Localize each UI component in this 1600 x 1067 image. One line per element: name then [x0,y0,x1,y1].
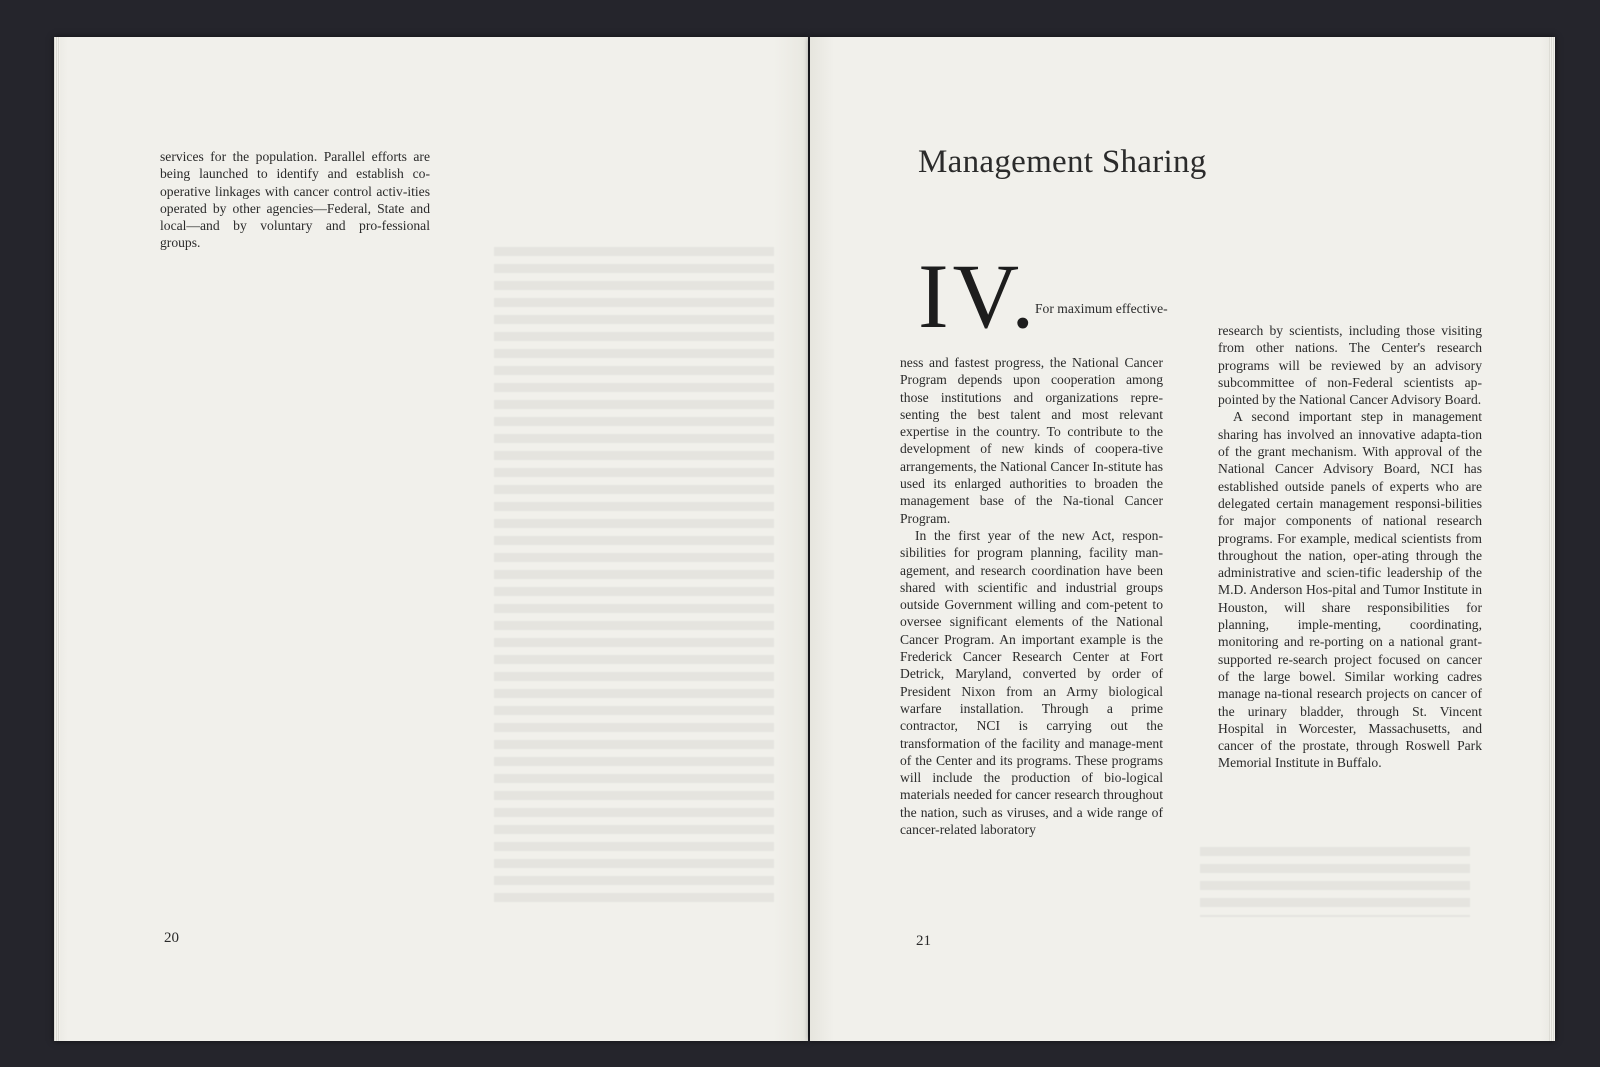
right-column-1 [900,337,1163,838]
col1-paragraph-1: ness and fastest progress, the National Cancer Program depends upon cooperation among those institutions and organizations repre-senting the best talent and most relevant expertise in the country. To contribute to the development of new kinds of coopera-tive arrangements, the National Cancer In-stitute has used its enlarged authorities to broaden the management base of the Na-tional Cancer Program. [900,355,1163,526]
left-page [54,37,808,1041]
page-edge [54,37,60,1041]
page-number-left: 20 [164,930,179,946]
right-column-2 [1218,322,1482,772]
show-through-text [1200,847,1470,917]
left-paragraph: services for the population. Parallel efforts are being launched to identify and establish co-operative linkages with cancer control activ-ities operated by other agencies—Federal, State and local—and by voluntary and pro-fessional groups. [160,149,430,251]
page-number-right: 21 [916,933,931,949]
section-heading: Management Sharing [918,144,1207,180]
left-column [160,148,430,252]
col1-paragraph-2: In the first year of the new Act, respon-sibilities for program planning, facility man-agement, and research coordination have been shared with scientific and industrial groups outside Government willing and com-petent to oversee significant elements of the National Cancer Program. An important example is the Frederick Cancer Research Center at Fort Detrick, Maryland, converted by order of President Nixon from an Army biological warfare installation. Through a prime contractor, NCI is carrying out the transformation of the facility and manage-ment of the Center and its programs. These programs will include the production of bio-logical materials needed for cancer research throughout the nation, such as viruses, and a wide range of cancer-related laboratory [900,527,1163,838]
show-through-text [494,247,774,907]
page-edge [1549,37,1555,1041]
col2-paragraph-1: research by scientists, including those visiting from other nations. The Center's research programs will be reviewed by an advisory subcommittee of non-Federal scientists ap-pointed by the National Cancer Advisory Board. [1218,323,1482,408]
opening-line: For maximum effective- [1035,301,1168,316]
section-numeral-dropcap: IV. [918,245,1039,347]
col2-paragraph-2: A second important step in management sharing has involved an innovative adapta-tion of the grant mechanism. With approval of the National Cancer Advisory Board, NCI has established outside panels of experts who are delegated certain management responsi-bilities for major components of national research programs. For example, medical scientists from throughout the nation, oper-ating through the administrative and scien-tific leadership of the M.D. Anderson Hos-pital and Tumor Institute in Houston, will share responsibilities for planning, imple-menting, coordinating, monitoring and re-porting on a national grant-supported re-search project focused on cancer of the large bowel. Similar working cadres manage na-tional research projects on cancer of the urinary bladder, through St. Vincent Hospital in Worcester, Massachusetts, and cancer of the prostate, through Roswell Park Memorial Institute in Buffalo. [1218,409,1482,771]
